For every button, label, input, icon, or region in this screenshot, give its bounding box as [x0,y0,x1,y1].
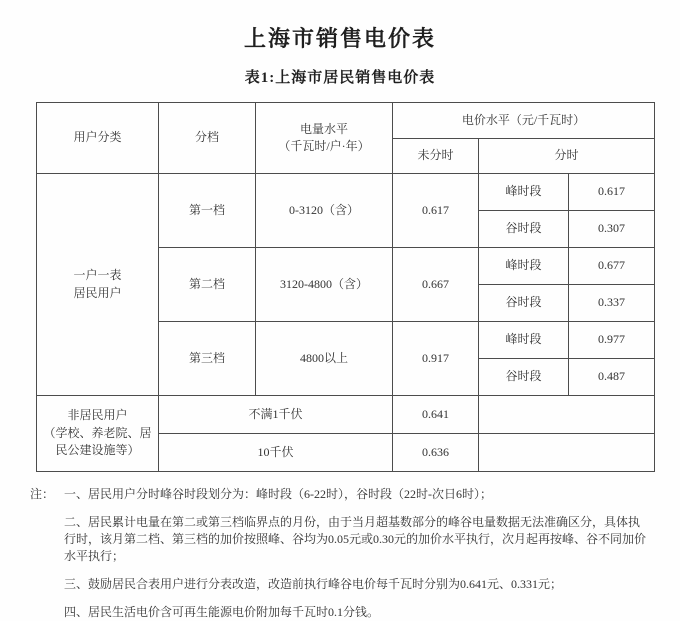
tier3-range-cell: 4800以上 [256,322,393,396]
price-table [36,102,655,472]
tier3-flat-price-cell: 0.917 [393,322,479,396]
tier1-peak-label-cell: 峰时段 [479,174,569,211]
header-energy-level [256,103,393,174]
non-resident-user-cell [37,396,159,472]
note-item-2: 二、居民累计电量在第二或第三档临界点的月份，由于当月超基数部分的峰谷电量数据无法准确区分，具体执行时，该月第二档、第三档的加价按照峰、谷均为0.05元或0.30元的加价水平执行，次月起再按峰、谷不同加价水平执行； [64,515,647,563]
note-item-4: 四、居民生活电价含可再生能源电价附加每千瓦时0.1分钱。 [64,605,380,619]
note-item-1: 一、居民用户分时峰谷时段划分为：峰时段（6-22时），谷时段（22时-次日6时）； [64,487,492,501]
non-resident-tou1-empty-cell [479,396,655,434]
tier1-name-cell: 第一档 [159,174,256,248]
notes-body [64,486,650,621]
tier1-range-cell: 0-3120（含） [256,174,393,248]
non-resident-flat1-cell: 0.641 [393,396,479,434]
tier3-peak-label-cell: 峰时段 [479,322,569,359]
non-resident-voltage2-cell: 10千伏 [159,434,393,472]
tier2-valley-price-cell: 0.337 [569,285,655,322]
non-resident-tou2-empty-cell [479,434,655,472]
note-item-3: 三、鼓励居民合表用户进行分表改造，改造前执行峰谷电价每千瓦时分别为0.641元、0.331元； [64,577,563,591]
notes-label: 注： [30,487,55,501]
tier2-peak-price-cell: 0.677 [569,248,655,285]
tier2-flat-price-cell: 0.667 [393,248,479,322]
tier1-flat-price-cell: 0.617 [393,174,479,248]
page-title: 上海市销售电价表 [243,26,436,51]
tier3-valley-price-cell: 0.487 [569,359,655,396]
non-resident-user-line3: 民公建设施等） [55,443,140,458]
resident-user-line2: 居民用户 [73,285,122,300]
tier2-name-cell: 第二档 [159,248,256,322]
tier1-valley-label-cell: 谷时段 [479,211,569,248]
non-resident-user-line1: 非居民用户 [67,408,128,423]
tier1-peak-price-cell: 0.617 [569,174,655,211]
page-subtitle: 表1:上海市居民销售电价表 [244,70,436,86]
tier2-valley-label-cell: 谷时段 [479,285,569,322]
tier3-valley-label-cell: 谷时段 [479,359,569,396]
non-resident-user-line2: （学校、养老院、居 [43,425,152,440]
header-energy-level-line2: （千瓦时/户·年） [278,139,370,153]
non-resident-voltage1-cell: 不满1千伏 [159,396,393,434]
tier3-peak-price-cell: 0.977 [569,322,655,359]
resident-user-line1: 一户一表 [73,268,122,283]
tier1-valley-price-cell: 0.307 [569,211,655,248]
tier2-range-cell: 3120-4800（含） [256,248,393,322]
header-price-level: 电价水平（元/千瓦时） [393,103,655,139]
notes-section [30,486,660,621]
header-non-tou: 未分时 [393,139,479,174]
header-tou: 分时 [479,139,655,174]
tier2-peak-label-cell: 峰时段 [479,248,569,285]
header-tier: 分档 [159,103,256,174]
header-energy-level-line1: 电量水平 [299,121,348,136]
header-user-category: 用户分类 [37,103,159,174]
tier3-name-cell: 第三档 [159,322,256,396]
resident-user-cell [37,174,159,396]
non-resident-flat2-cell: 0.636 [393,434,479,472]
